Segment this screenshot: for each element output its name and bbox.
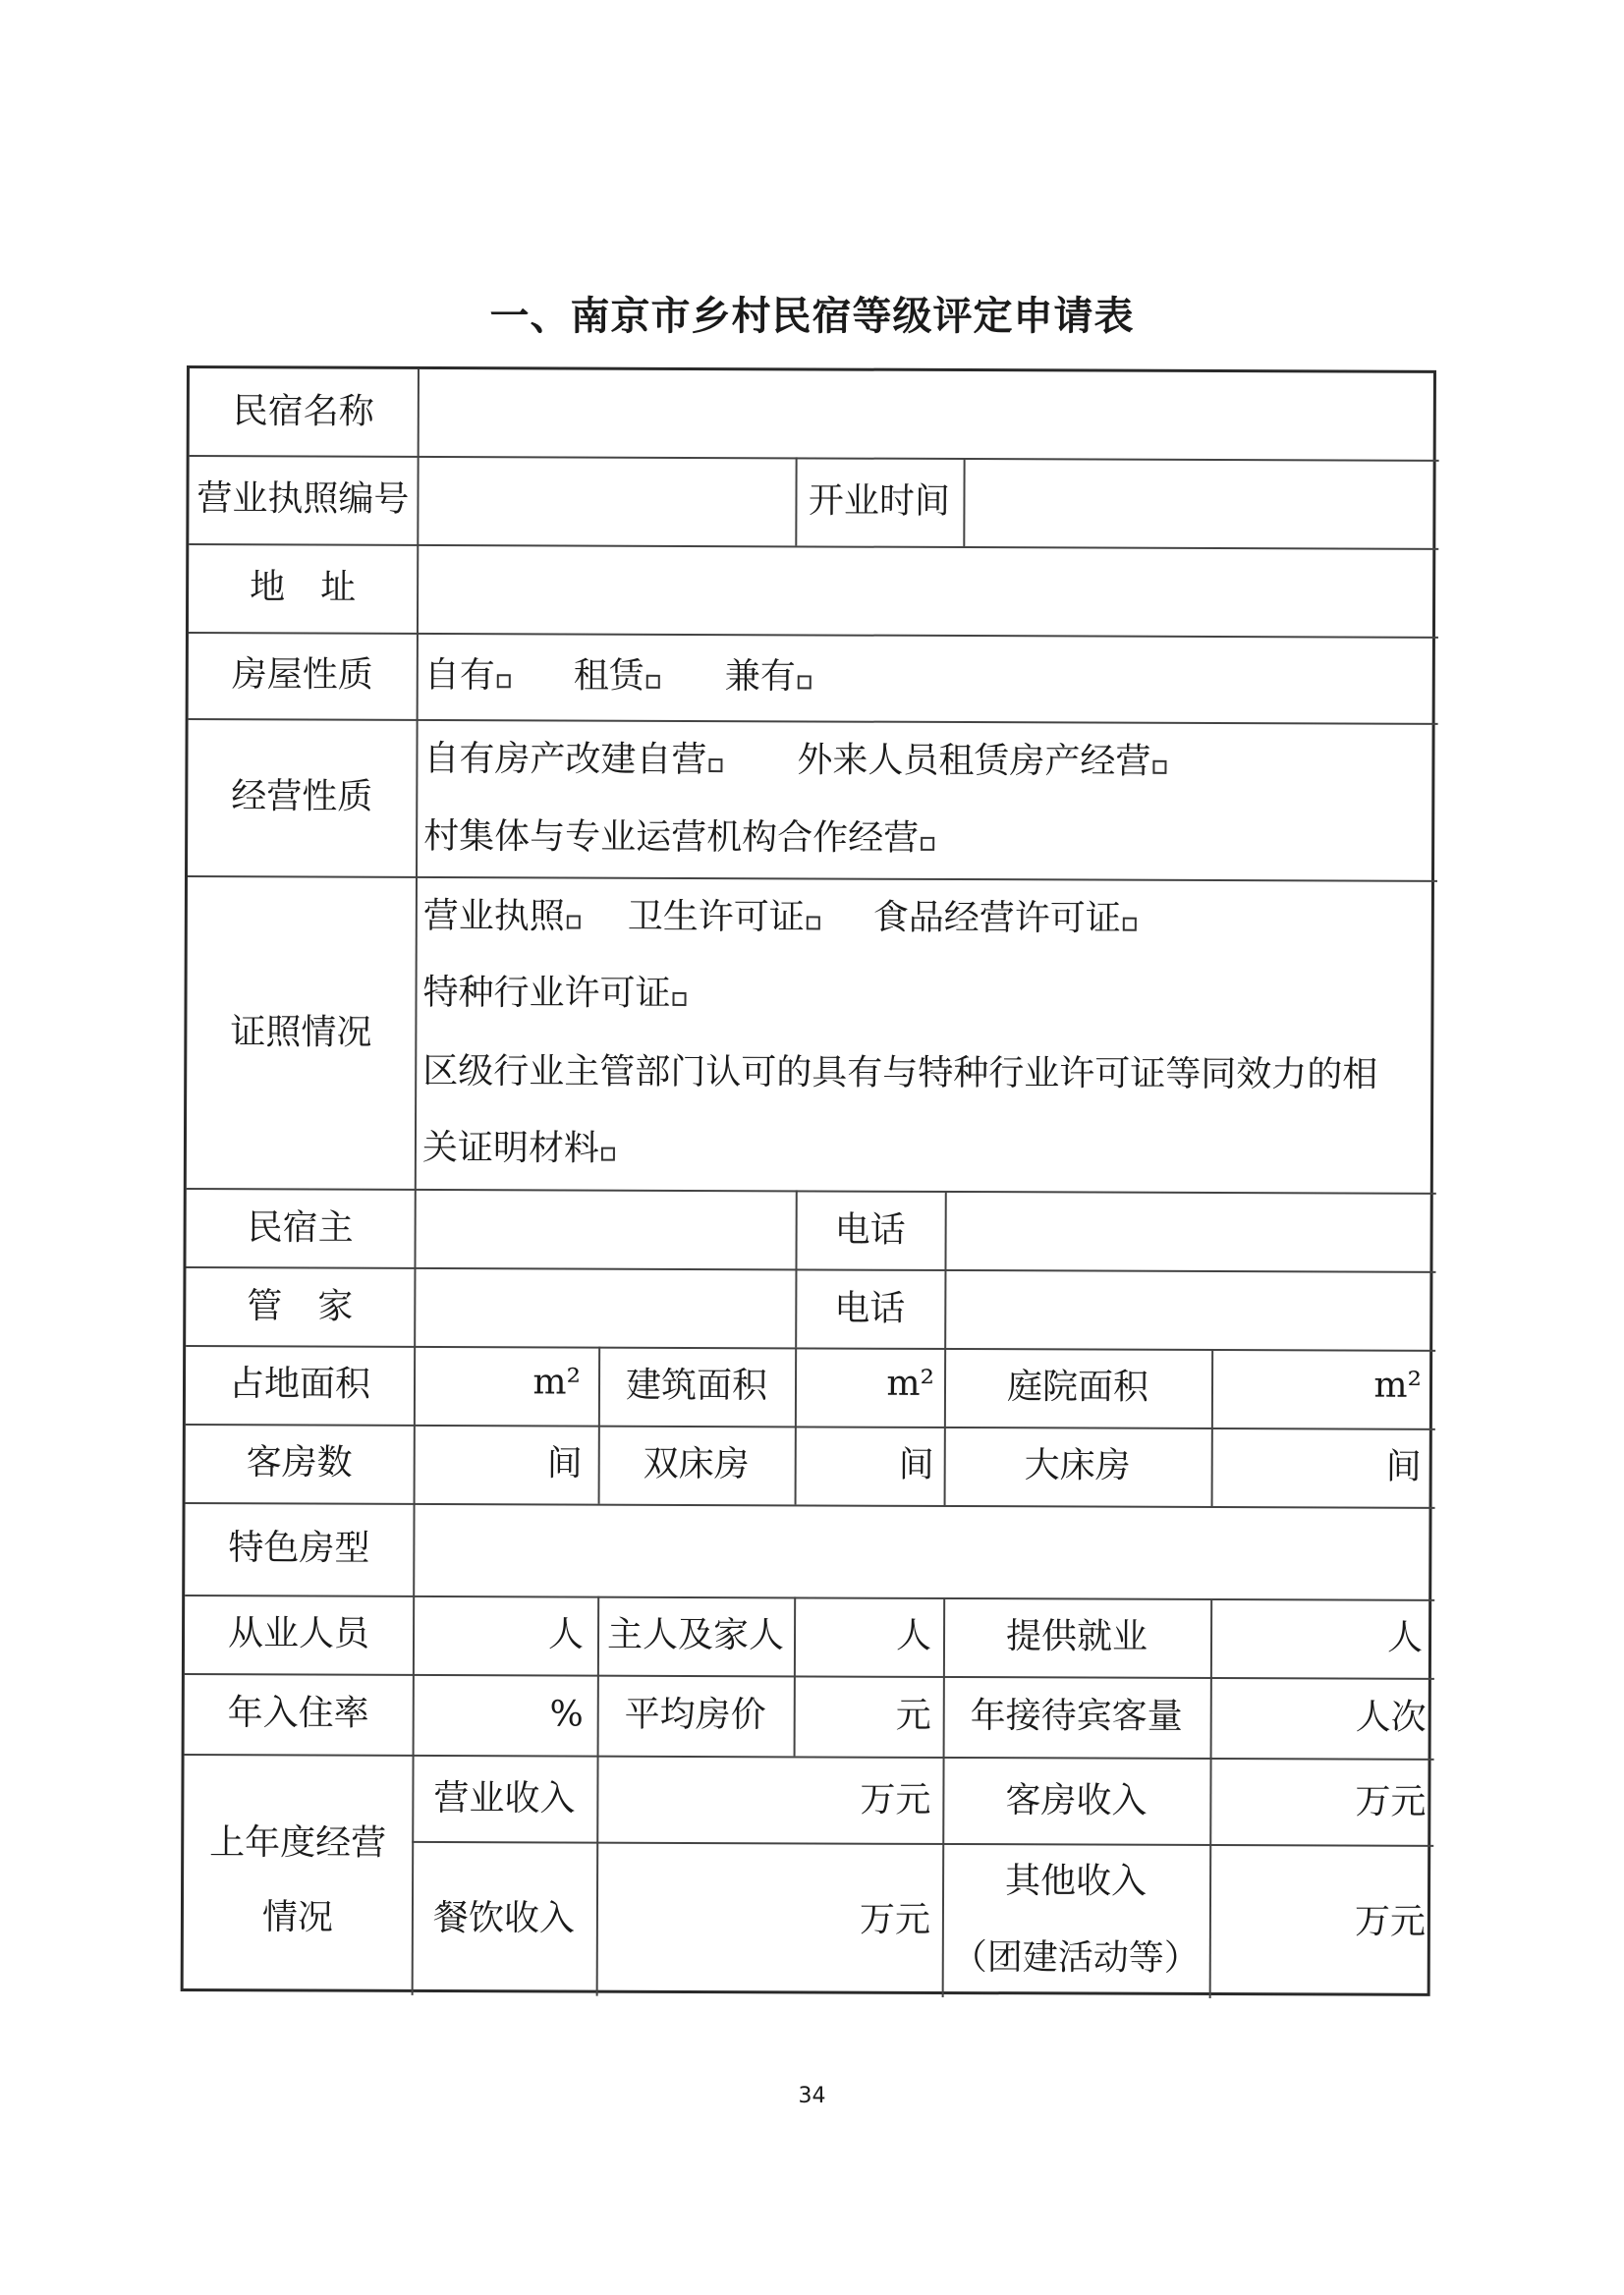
family-members-unit[interactable]: 人	[895, 1615, 932, 1656]
label-room-revenue: 客房收入	[1005, 1780, 1148, 1821]
option-food-permit[interactable]	[873, 898, 1137, 940]
row-divider	[185, 1673, 1434, 1680]
option-food-permit-label: 食品经营许可证	[872, 897, 1121, 939]
checkbox-icon[interactable]	[807, 916, 820, 929]
label-employment: 提供就业	[1005, 1616, 1148, 1657]
option-special-permit-label: 特种行业许可证	[422, 972, 671, 1014]
room-count-unit[interactable]: 间	[546, 1443, 583, 1484]
checkbox-icon[interactable]	[921, 837, 934, 851]
label-building-area: 建筑面积	[625, 1365, 768, 1407]
option-self-operated-label: 自有房产改建自营	[423, 738, 707, 781]
option-business-license[interactable]	[423, 896, 581, 938]
label-address: 地 址	[250, 567, 357, 608]
label-manager: 管 家	[247, 1286, 354, 1327]
business-revenue-unit[interactable]: 万元	[860, 1779, 931, 1820]
annual-guests-unit[interactable]: 人次	[1355, 1697, 1427, 1738]
checkbox-icon[interactable]	[567, 915, 581, 928]
other-revenue-unit[interactable]: 万元	[1354, 1901, 1427, 1942]
row-divider	[185, 1754, 1434, 1761]
label-twin-rooms: 双床房	[643, 1443, 750, 1485]
checkbox-icon[interactable]	[1123, 918, 1137, 931]
label-room-count: 客房数	[246, 1442, 353, 1483]
food-revenue-unit[interactable]: 万元	[859, 1899, 931, 1940]
label-staff: 从业人员	[227, 1613, 370, 1654]
option-cooperative-label: 村集体与专业运营机构合作经营	[423, 815, 920, 859]
open-time-field[interactable]	[965, 460, 1436, 548]
option-rent-operated-label: 外来人员租赁房产经营	[797, 740, 1151, 782]
king-rooms-unit[interactable]: 间	[1385, 1446, 1422, 1487]
label-average-price: 平均房价	[624, 1694, 766, 1736]
owner-field[interactable]	[416, 1191, 794, 1268]
label-food-revenue: 餐饮收入	[432, 1897, 576, 1939]
yard-area-unit[interactable]: m²	[1373, 1365, 1423, 1406]
label-other-revenue-note: （团建活动等）	[951, 1937, 1200, 1979]
option-own[interactable]	[424, 655, 511, 697]
label-business-revenue: 营业收入	[433, 1777, 576, 1819]
option-rent-operated[interactable]	[797, 740, 1166, 782]
option-self-operated[interactable]	[423, 739, 722, 781]
option-both-label: 兼有	[724, 656, 796, 698]
label-certificates: 证照情况	[230, 1012, 372, 1053]
option-hygiene-permit-label: 卫生许可证	[627, 896, 805, 938]
option-equivalent-proof[interactable]	[422, 1128, 615, 1170]
label-other-revenue: 其他收入	[1004, 1861, 1148, 1902]
row-divider	[188, 875, 1437, 882]
application-form	[181, 365, 1436, 1996]
label-family-members: 主人及家人	[606, 1614, 785, 1656]
option-business-license-label: 营业执照	[422, 895, 565, 937]
certificate-equivalent-line1: 区级行业主管部门认可的具有与特种行业许可证等同效力的相	[422, 1050, 1378, 1095]
label-house-type: 房屋性质	[231, 654, 373, 696]
label-owner-phone: 电话	[834, 1209, 906, 1251]
label-owner: 民宿主	[247, 1207, 354, 1249]
room-revenue-unit[interactable]: 万元	[1355, 1781, 1427, 1822]
twin-rooms-unit[interactable]: 间	[898, 1444, 934, 1485]
homestay-name-field[interactable]	[420, 369, 1437, 460]
label-land-area: 占地面积	[228, 1364, 371, 1405]
checkbox-icon[interactable]	[798, 675, 812, 689]
label-open-time: 开业时间	[808, 480, 951, 522]
special-rooms-field[interactable]	[415, 1505, 1432, 1599]
building-area-unit[interactable]: m²	[886, 1363, 935, 1404]
label-operation-type: 经营性质	[231, 776, 373, 817]
address-field[interactable]	[419, 546, 1436, 637]
label-last-year-line2: 情况	[261, 1897, 334, 1938]
label-license-number: 营业执照编号	[196, 478, 410, 520]
checkbox-icon[interactable]	[708, 758, 722, 772]
checkbox-icon[interactable]	[1152, 760, 1166, 774]
form-title: 一、南京市乡村民宿等级评定申请表	[489, 294, 1135, 339]
owner-phone-field[interactable]	[946, 1193, 1433, 1271]
option-rent[interactable]	[574, 656, 660, 698]
license-number-field[interactable]	[419, 458, 794, 545]
option-hygiene-permit[interactable]	[628, 897, 820, 939]
employment-unit[interactable]: 人	[1386, 1617, 1424, 1658]
checkbox-icon[interactable]	[673, 992, 687, 1006]
option-rent-label: 租赁	[573, 655, 644, 697]
option-both[interactable]	[725, 656, 812, 698]
label-king-rooms: 大床房	[1024, 1445, 1131, 1486]
checkbox-icon[interactable]	[497, 674, 511, 688]
average-price-unit[interactable]: 元	[895, 1695, 931, 1736]
row-divider	[186, 1424, 1435, 1430]
land-area-unit[interactable]: m²	[532, 1362, 582, 1403]
manager-field[interactable]	[416, 1269, 794, 1347]
row-divider	[412, 1841, 1433, 1847]
label-yard-area: 庭院面积	[1006, 1367, 1149, 1408]
checkbox-icon[interactable]	[646, 675, 660, 689]
option-own-label: 自有	[423, 654, 495, 697]
label-manager-phone: 电话	[834, 1288, 906, 1329]
option-special-permit[interactable]	[422, 973, 686, 1015]
manager-phone-field[interactable]	[946, 1271, 1433, 1350]
option-cooperative[interactable]	[423, 816, 934, 860]
label-homestay-name: 民宿名称	[232, 391, 374, 432]
occupancy-rate-unit[interactable]: %	[549, 1694, 584, 1735]
checkbox-icon[interactable]	[601, 1148, 615, 1161]
label-special-rooms: 特色房型	[228, 1528, 370, 1569]
option-equivalent-proof-label: 关证明材料	[421, 1127, 600, 1169]
label-annual-guests: 年接待宾客量	[970, 1696, 1183, 1737]
row-divider	[189, 718, 1438, 725]
page-number: 34	[798, 2084, 826, 2108]
label-last-year-line1: 上年度经营	[209, 1822, 387, 1864]
staff-unit[interactable]: 人	[547, 1614, 585, 1655]
label-occupancy-rate: 年入住率	[227, 1693, 369, 1734]
